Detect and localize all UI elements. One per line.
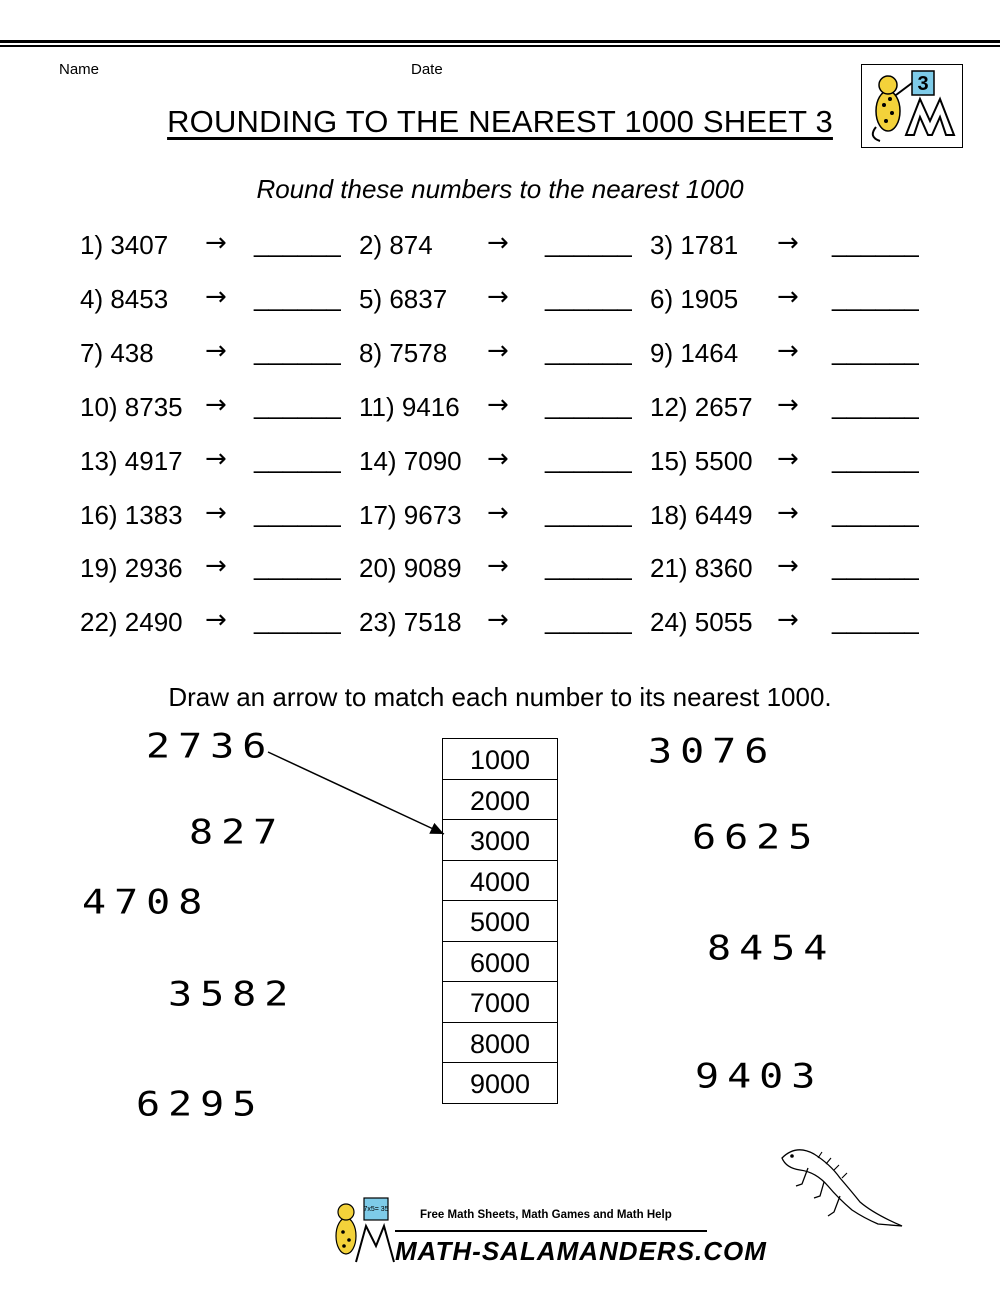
answer-blank[interactable]: ______ bbox=[545, 335, 632, 366]
match-number: 3076 bbox=[648, 732, 777, 772]
thousand-cell[interactable]: 3000 bbox=[443, 820, 557, 861]
thousand-cell[interactable]: 4000 bbox=[443, 861, 557, 902]
thousand-cell[interactable]: 7000 bbox=[443, 982, 557, 1023]
right-arrow-icon: → bbox=[487, 389, 509, 420]
name-label: Name bbox=[59, 61, 100, 78]
problem-label: 14) 7090 bbox=[359, 445, 462, 476]
answer-blank[interactable]: ______ bbox=[254, 281, 341, 312]
right-arrow-icon: → bbox=[205, 551, 227, 582]
right-arrow-icon: → bbox=[487, 228, 509, 258]
svg-text:7x5= 35: 7x5= 35 bbox=[363, 1206, 389, 1213]
answer-blank[interactable]: ______ bbox=[254, 389, 341, 420]
problem-label: 18) 6449 bbox=[650, 499, 753, 530]
problem-label: 10) 8735 bbox=[80, 391, 183, 422]
thousand-cell[interactable]: 8000 bbox=[443, 1023, 557, 1064]
problem-label: 22) 2490 bbox=[80, 607, 183, 638]
answer-blank[interactable]: ______ bbox=[545, 389, 632, 420]
answer-blank[interactable]: ______ bbox=[832, 551, 919, 582]
problem-label: 7) 438 bbox=[80, 337, 154, 368]
problem-label: 19) 2936 bbox=[80, 553, 183, 584]
answer-blank[interactable]: ______ bbox=[254, 497, 341, 528]
problem-label: 11) 9416 bbox=[359, 391, 460, 422]
right-arrow-icon: → bbox=[205, 228, 227, 258]
problem-label: 8) 7578 bbox=[359, 337, 448, 368]
problem-label: 15) 5500 bbox=[650, 445, 753, 476]
date-label: Date bbox=[411, 61, 443, 78]
thousand-cell[interactable]: 9000 bbox=[469, 1069, 531, 1099]
right-arrow-icon: → bbox=[487, 605, 509, 636]
right-arrow-icon: → bbox=[777, 281, 799, 312]
problem-label: 16) 1383 bbox=[80, 499, 183, 530]
answer-blank[interactable]: ______ bbox=[832, 228, 919, 258]
answer-blank[interactable]: ______ bbox=[832, 389, 919, 420]
answer-blank[interactable]: ______ bbox=[545, 443, 632, 474]
right-arrow-icon: → bbox=[487, 335, 509, 366]
answer-blank[interactable]: ______ bbox=[545, 551, 632, 582]
problem-label: 2) 874 bbox=[359, 230, 433, 260]
match-number: 3582 bbox=[168, 975, 297, 1015]
match-number: 2736 bbox=[146, 727, 275, 767]
right-arrow-icon: → bbox=[777, 551, 799, 582]
problem-label: 5) 6837 bbox=[359, 283, 448, 314]
right-arrow-icon: → bbox=[487, 443, 509, 474]
problem-label: 13) 4917 bbox=[80, 445, 183, 476]
thousand-cell[interactable]: 5000 bbox=[443, 901, 557, 942]
right-arrow-icon: → bbox=[205, 605, 227, 636]
match-number: 6625 bbox=[692, 818, 821, 858]
answer-blank[interactable]: ______ bbox=[254, 605, 341, 636]
salamander-icon bbox=[778, 1140, 908, 1235]
thousand-cell[interactable]: 6000 bbox=[443, 942, 557, 983]
answer-blank[interactable]: ______ bbox=[545, 281, 632, 312]
rounding-instruction: Round these numbers to the nearest 1000 bbox=[256, 174, 744, 204]
right-arrow-icon: → bbox=[487, 281, 509, 312]
problem-label: 17) 9673 bbox=[359, 499, 462, 530]
right-arrow-icon: → bbox=[777, 443, 799, 474]
problem-label: 21) 8360 bbox=[650, 553, 753, 584]
problem-label: 3) 1781 bbox=[650, 230, 739, 260]
match-number: 8454 bbox=[707, 929, 836, 969]
right-arrow-icon: → bbox=[777, 335, 799, 366]
right-arrow-icon: → bbox=[205, 389, 227, 420]
answer-blank[interactable]: ______ bbox=[832, 281, 919, 312]
right-arrow-icon: → bbox=[777, 389, 799, 420]
problem-label: 1) 3407 bbox=[80, 230, 169, 260]
footer-salamander-logo-icon bbox=[326, 1196, 396, 1268]
answer-blank[interactable]: ______ bbox=[254, 335, 341, 366]
right-arrow-icon: → bbox=[205, 443, 227, 474]
problem-label: 24) 5055 bbox=[650, 607, 753, 638]
answer-blank[interactable]: ______ bbox=[254, 228, 341, 258]
worksheet-title: ROUNDING TO THE NEAREST 1000 SHEET 3 bbox=[167, 104, 833, 139]
answer-blank[interactable]: ______ bbox=[832, 605, 919, 636]
answer-blank[interactable]: ______ bbox=[545, 497, 632, 528]
problem-label: 23) 7518 bbox=[359, 607, 462, 638]
answer-blank[interactable]: ______ bbox=[832, 335, 919, 366]
answer-blank[interactable]: ______ bbox=[545, 605, 632, 636]
right-arrow-icon: → bbox=[205, 497, 227, 528]
thousand-cell[interactable]: 1000 bbox=[443, 739, 557, 780]
match-number: 6295 bbox=[136, 1085, 265, 1125]
answer-blank[interactable]: ______ bbox=[254, 551, 341, 582]
right-arrow-icon: → bbox=[205, 281, 227, 312]
problem-label: 4) 8453 bbox=[80, 283, 169, 314]
problem-label: 6) 1905 bbox=[650, 283, 739, 314]
footer-rule bbox=[395, 1230, 707, 1232]
problem-label: 20) 9089 bbox=[359, 553, 462, 584]
right-arrow-icon: → bbox=[205, 335, 227, 366]
match-number: 9403 bbox=[695, 1057, 824, 1097]
problem-label: 12) 2657 bbox=[650, 391, 753, 422]
match-number: 4708 bbox=[82, 883, 211, 923]
svg-text:3: 3 bbox=[917, 73, 929, 95]
answer-blank[interactable]: ______ bbox=[832, 443, 919, 474]
matching-instruction: Draw an arrow to match each number to its nearest 1000. bbox=[168, 682, 832, 712]
match-number: 827 bbox=[189, 813, 286, 853]
right-arrow-icon: → bbox=[777, 605, 799, 636]
answer-blank[interactable]: ______ bbox=[832, 497, 919, 528]
thousand-cell[interactable]: 2000 bbox=[443, 780, 557, 821]
answer-blank[interactable]: ______ bbox=[545, 228, 632, 258]
footer-site-name: MATH-SALAMANDERS.COM bbox=[395, 1236, 767, 1266]
right-arrow-icon: → bbox=[487, 551, 509, 582]
problem-label: 9) 1464 bbox=[650, 337, 739, 368]
answer-blank[interactable]: ______ bbox=[254, 443, 341, 474]
right-arrow-icon: → bbox=[777, 497, 799, 528]
right-arrow-icon: → bbox=[487, 497, 509, 528]
right-arrow-icon: → bbox=[777, 228, 799, 258]
footer-tagline: Free Math Sheets, Math Games and Math Help bbox=[420, 1209, 672, 1221]
